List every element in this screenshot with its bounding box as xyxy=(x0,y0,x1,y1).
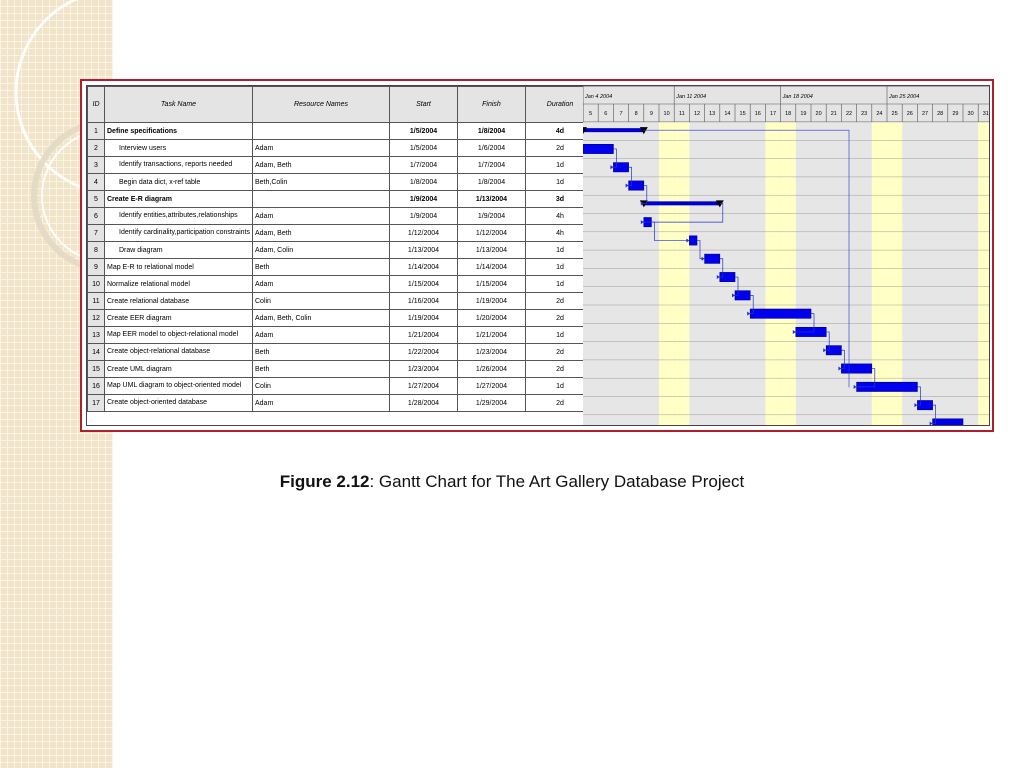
task-id-cell: 8 xyxy=(88,242,105,259)
task-name-cell: Define specifications xyxy=(105,123,253,140)
day-label: 31 xyxy=(982,111,989,117)
task-id-cell: 11 xyxy=(88,293,105,310)
finish-date-cell: 1/29/2004 xyxy=(458,395,526,412)
task-bar xyxy=(705,254,720,263)
week-label: Jan 18 2004 xyxy=(782,94,813,100)
resource-names-cell xyxy=(253,123,390,140)
task-id-cell: 16 xyxy=(88,378,105,395)
figure-caption-text: : Gantt Chart for The Art Gallery Database Project xyxy=(369,472,745,491)
table-row[interactable] xyxy=(88,242,595,259)
column-header-resource-names[interactable]: Resource Names xyxy=(253,87,390,123)
table-row[interactable] xyxy=(88,327,595,344)
task-bar xyxy=(750,309,811,318)
day-label: 25 xyxy=(891,111,898,117)
task-name-cell: Create object-relational database xyxy=(105,344,253,361)
resource-names-cell: Colin xyxy=(253,378,390,395)
task-id-cell: 2 xyxy=(88,140,105,157)
duration-cell: 1d xyxy=(526,259,595,276)
duration-cell: 1d xyxy=(526,242,595,259)
start-date-cell: 1/5/2004 xyxy=(390,123,458,140)
task-name-cell: Begin data dict, x-ref table xyxy=(105,174,253,191)
resource-names-cell: Beth xyxy=(253,259,390,276)
day-label: 13 xyxy=(709,111,716,117)
duration-cell: 1d xyxy=(526,174,595,191)
week-label: Jan 4 2004 xyxy=(585,94,613,100)
finish-date-cell: 1/12/2004 xyxy=(458,225,526,242)
task-id-cell: 12 xyxy=(88,310,105,327)
table-row[interactable] xyxy=(88,208,595,225)
day-label: 6 xyxy=(604,111,608,117)
weekend-shading xyxy=(659,122,674,426)
finish-date-cell: 1/14/2004 xyxy=(458,259,526,276)
column-header-duration[interactable]: Duration xyxy=(526,87,595,123)
start-date-cell: 1/14/2004 xyxy=(390,259,458,276)
start-date-cell: 1/15/2004 xyxy=(390,276,458,293)
table-row[interactable] xyxy=(88,191,595,208)
duration-cell: 4d xyxy=(526,123,595,140)
start-date-cell: 1/13/2004 xyxy=(390,242,458,259)
task-id-cell: 14 xyxy=(88,344,105,361)
task-table xyxy=(87,86,595,412)
resource-names-cell: Beth xyxy=(253,344,390,361)
resource-names-cell: Adam xyxy=(253,327,390,344)
day-label: 29 xyxy=(952,111,959,117)
finish-date-cell: 1/23/2004 xyxy=(458,344,526,361)
start-date-cell: 1/21/2004 xyxy=(390,327,458,344)
resource-names-cell: Adam, Beth xyxy=(253,225,390,242)
resource-names-cell: Colin xyxy=(253,293,390,310)
start-date-cell: 1/23/2004 xyxy=(390,361,458,378)
task-id-cell: 15 xyxy=(88,361,105,378)
finish-date-cell: 1/20/2004 xyxy=(458,310,526,327)
duration-cell: 1d xyxy=(526,157,595,174)
weekend-shading xyxy=(887,122,902,426)
task-name-cell: Create E-R diagram xyxy=(105,191,253,208)
start-date-cell: 1/27/2004 xyxy=(390,378,458,395)
day-label: 12 xyxy=(693,111,701,117)
task-id-cell: 9 xyxy=(88,259,105,276)
day-label: 17 xyxy=(769,111,777,117)
duration-cell: 2d xyxy=(526,361,595,378)
resource-names-cell xyxy=(253,191,390,208)
finish-date-cell: 1/15/2004 xyxy=(458,276,526,293)
resource-names-cell: Adam xyxy=(253,208,390,225)
resource-names-cell: Adam xyxy=(253,395,390,412)
day-label: 14 xyxy=(724,111,731,117)
duration-cell: 4h xyxy=(526,225,595,242)
task-id-cell: 10 xyxy=(88,276,105,293)
summary-bar xyxy=(644,201,720,205)
day-label: 18 xyxy=(785,111,792,117)
start-date-cell: 1/12/2004 xyxy=(390,225,458,242)
task-name-cell: Create UML diagram xyxy=(105,361,253,378)
task-bar xyxy=(689,236,697,245)
finish-date-cell: 1/13/2004 xyxy=(458,242,526,259)
task-name-cell: Draw diagram xyxy=(105,242,253,259)
day-label: 10 xyxy=(663,111,670,117)
week-label: Jan 11 2004 xyxy=(676,94,707,100)
table-row[interactable] xyxy=(88,174,595,191)
start-date-cell: 1/22/2004 xyxy=(390,344,458,361)
duration-cell: 1d xyxy=(526,327,595,344)
duration-cell: 2d xyxy=(526,395,595,412)
start-date-cell: 1/9/2004 xyxy=(390,208,458,225)
duration-cell: 2d xyxy=(526,293,595,310)
figure-label: Figure 2.12 xyxy=(279,472,370,491)
table-row[interactable] xyxy=(88,157,595,174)
gantt-timeline xyxy=(583,86,990,426)
table-row[interactable] xyxy=(88,293,595,310)
finish-date-cell: 1/26/2004 xyxy=(458,361,526,378)
column-header-task-name[interactable]: Task Name xyxy=(105,87,253,123)
duration-cell: 4h xyxy=(526,208,595,225)
task-id-cell: 1 xyxy=(88,123,105,140)
day-label: 23 xyxy=(861,111,868,117)
column-header-id[interactable]: ID xyxy=(88,87,105,123)
day-label: 27 xyxy=(921,111,929,117)
duration-cell: 3d xyxy=(526,191,595,208)
finish-date-cell: 1/13/2004 xyxy=(458,191,526,208)
start-date-cell: 1/28/2004 xyxy=(390,395,458,412)
table-row[interactable] xyxy=(88,361,595,378)
resource-names-cell: Adam, Colin xyxy=(253,242,390,259)
day-label: 24 xyxy=(876,111,883,117)
task-name-cell: Create EER diagram xyxy=(105,310,253,327)
table-row[interactable] xyxy=(88,225,595,242)
table-row[interactable] xyxy=(88,344,595,361)
task-name-cell: Interview users xyxy=(105,140,253,157)
day-label: 11 xyxy=(678,111,685,117)
table-row[interactable] xyxy=(88,259,595,276)
gantt-chart xyxy=(86,85,990,426)
duration-cell: 2d xyxy=(526,140,595,157)
resource-names-cell: Adam xyxy=(253,276,390,293)
start-date-cell: 1/7/2004 xyxy=(390,157,458,174)
task-name-cell: Map EER model to object-relational model xyxy=(105,327,253,344)
task-id-cell: 3 xyxy=(88,157,105,174)
gantt-chart-frame xyxy=(80,79,994,432)
resource-names-cell: Adam, Beth xyxy=(253,157,390,174)
finish-date-cell: 1/19/2004 xyxy=(458,293,526,310)
figure-caption xyxy=(0,472,1024,492)
start-date-cell: 1/8/2004 xyxy=(390,174,458,191)
task-id-cell: 17 xyxy=(88,395,105,412)
day-label: 28 xyxy=(937,111,944,117)
weekend-shading xyxy=(872,122,887,426)
task-id-cell: 4 xyxy=(88,174,105,191)
task-id-cell: 13 xyxy=(88,327,105,344)
start-date-cell: 1/9/2004 xyxy=(390,191,458,208)
table-header-row xyxy=(88,87,595,123)
duration-cell: 1d xyxy=(526,276,595,293)
finish-date-cell: 1/7/2004 xyxy=(458,157,526,174)
table-row[interactable] xyxy=(88,123,595,140)
task-name-cell: Create relational database xyxy=(105,293,253,310)
weekend-shading xyxy=(765,122,780,426)
resource-names-cell: Adam xyxy=(253,140,390,157)
table-row[interactable] xyxy=(88,140,595,157)
start-date-cell: 1/19/2004 xyxy=(390,310,458,327)
weekend-shading xyxy=(978,122,990,426)
day-label: 19 xyxy=(800,111,807,117)
task-bar xyxy=(841,364,871,373)
finish-date-cell: 1/21/2004 xyxy=(458,327,526,344)
task-name-cell: Identify cardinality,participation constraints xyxy=(105,225,253,242)
weekend-shading xyxy=(674,122,689,426)
duration-cell: 1d xyxy=(526,378,595,395)
day-label: 21 xyxy=(830,111,837,117)
task-name-cell: Create object-oriented database xyxy=(105,395,253,412)
resource-names-cell: Beth,Colin xyxy=(253,174,390,191)
task-name-cell: Map UML diagram to object-oriented model xyxy=(105,378,253,395)
task-name-cell: Normalize relational model xyxy=(105,276,253,293)
task-name-cell: Identify transactions, reports needed xyxy=(105,157,253,174)
finish-date-cell: 1/8/2004 xyxy=(458,174,526,191)
table-row[interactable] xyxy=(88,310,595,327)
week-label: Jan 25 2004 xyxy=(889,94,920,100)
task-bar xyxy=(583,144,613,153)
task-id-cell: 5 xyxy=(88,191,105,208)
weekend-shading xyxy=(781,122,796,426)
day-label: 26 xyxy=(906,111,913,117)
start-date-cell: 1/16/2004 xyxy=(390,293,458,310)
duration-cell: 2d xyxy=(526,310,595,327)
day-label: 30 xyxy=(967,111,974,117)
column-header-finish[interactable]: Finish xyxy=(458,87,526,123)
table-row[interactable] xyxy=(88,276,595,293)
task-name-cell: Map E-R to relational model xyxy=(105,259,253,276)
day-label: 15 xyxy=(739,111,746,117)
column-header-start[interactable]: Start xyxy=(390,87,458,123)
day-label: 22 xyxy=(845,111,853,117)
task-name-cell: Identify entities,attributes,relationships xyxy=(105,208,253,225)
day-label: 16 xyxy=(754,111,761,117)
day-label: 20 xyxy=(815,111,822,117)
table-row[interactable] xyxy=(88,378,595,395)
summary-bar xyxy=(583,128,644,132)
day-label: 5 xyxy=(589,111,593,117)
task-id-cell: 6 xyxy=(88,208,105,225)
duration-cell: 2d xyxy=(526,344,595,361)
finish-date-cell: 1/6/2004 xyxy=(458,140,526,157)
finish-date-cell: 1/8/2004 xyxy=(458,123,526,140)
finish-date-cell: 1/9/2004 xyxy=(458,208,526,225)
finish-date-cell: 1/27/2004 xyxy=(458,378,526,395)
table-row[interactable] xyxy=(88,395,595,412)
resource-names-cell: Beth xyxy=(253,361,390,378)
day-label: 8 xyxy=(634,111,638,117)
task-bar xyxy=(933,419,963,426)
day-label: 7 xyxy=(619,111,623,117)
day-label: 9 xyxy=(649,111,653,117)
start-date-cell: 1/5/2004 xyxy=(390,140,458,157)
task-id-cell: 7 xyxy=(88,225,105,242)
resource-names-cell: Adam, Beth, Colin xyxy=(253,310,390,327)
